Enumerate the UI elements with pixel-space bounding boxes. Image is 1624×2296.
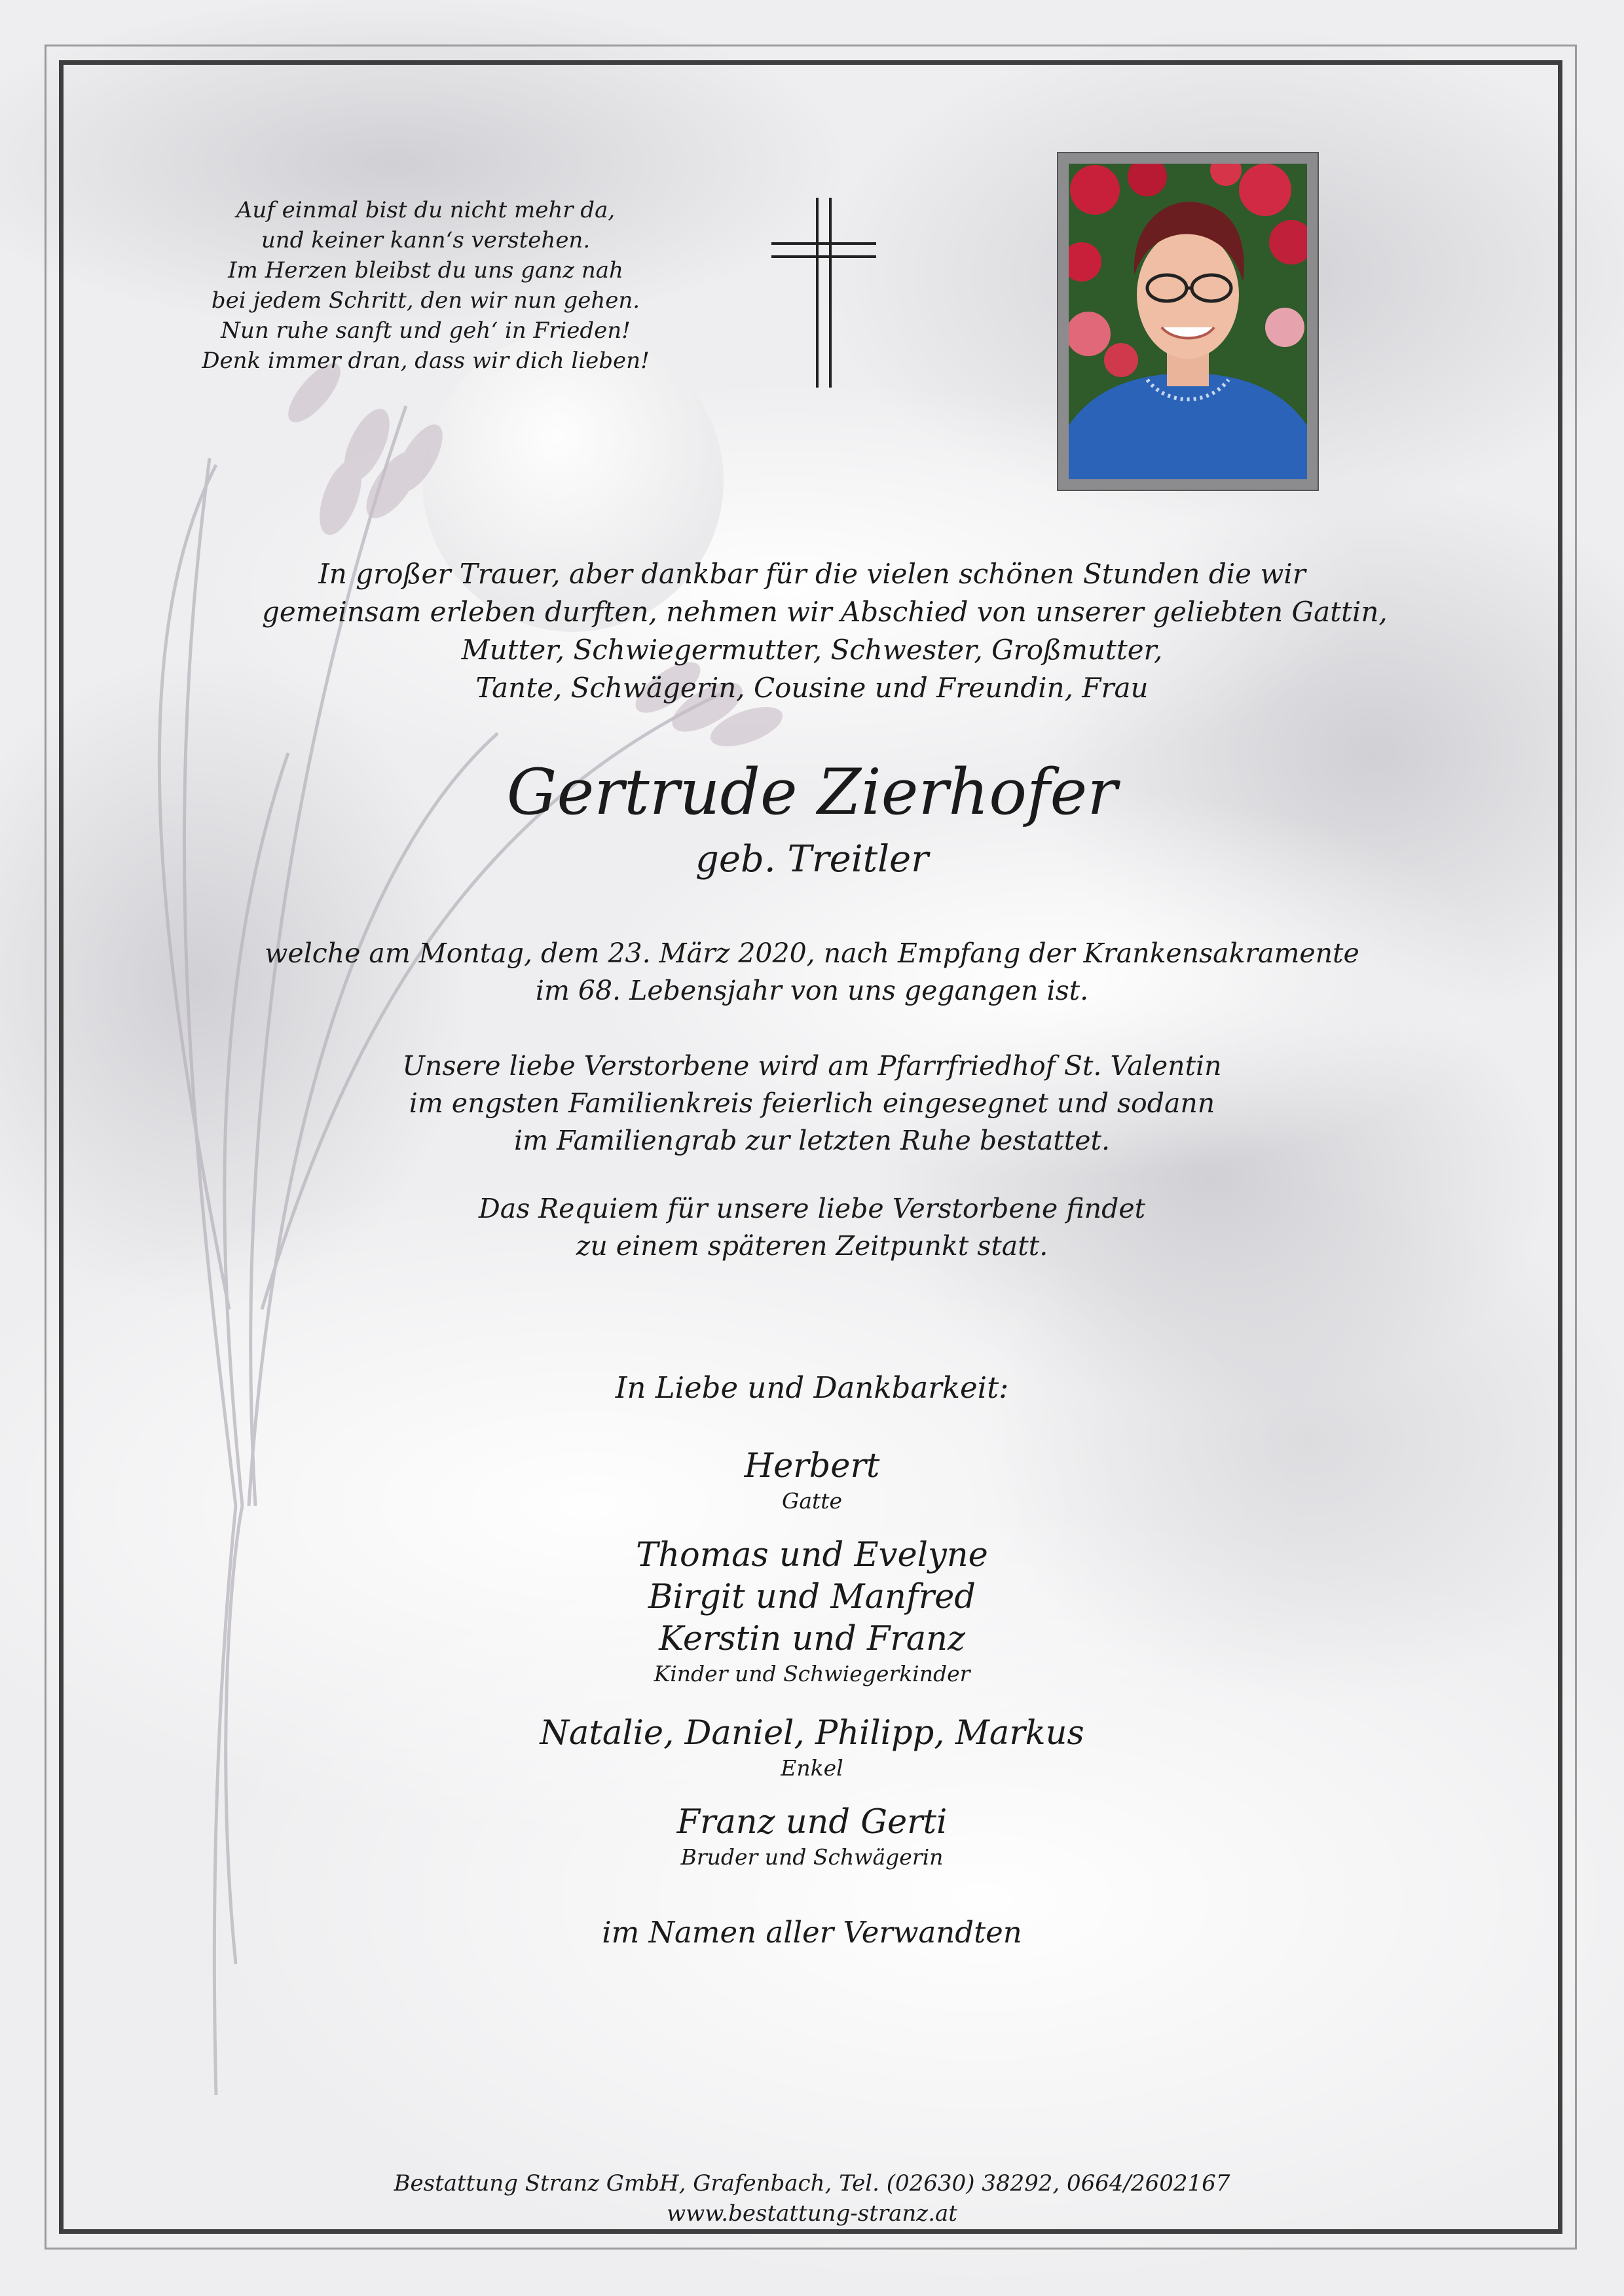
thanks-heading: In Liebe und Dankbarkeit: [615, 1370, 1009, 1405]
intro-line: In großer Trauer, aber dankbar für die vielen schönen Stunden die wir [318, 558, 1306, 590]
requiem-line: zu einem späteren Zeitpunkt statt. [576, 1230, 1048, 1262]
cross-icon [771, 198, 876, 388]
family-group [393, 1446, 1231, 1515]
intro-line: gemeinsam erleben durften, nehmen wir Abschied von unserer geliebten Gattin, [262, 596, 1388, 628]
intro-line: Tante, Schwägerin, Cousine und Freundin, Frau [475, 672, 1149, 704]
death-notice-line: im 68. Lebensjahr von uns gegangen ist. [535, 975, 1089, 1006]
undertaker-contact: Bestattung Stranz GmbH, Grafenbach, Tel. (02630) 38292, 0664/2602167 [394, 2170, 1230, 2196]
poem-line: und keiner kann‘s verstehen. [261, 227, 591, 253]
poem-line: Auf einmal bist du nicht mehr da, [236, 197, 616, 223]
family-member: Birgit und Manfred [648, 1578, 976, 1616]
family-relation: Gatte [781, 1488, 843, 1514]
burial-line: im engsten Familienkreis feierlich eingesegnet und sodann [409, 1087, 1215, 1119]
undertaker-website: www.bestattung-stranz.at [667, 2200, 957, 2227]
family-group [393, 1535, 1231, 1688]
family-relation: Enkel [781, 1755, 843, 1781]
undertaker-footer [262, 2168, 1362, 2229]
death-notice-line: welche am Montag, dem 23. März 2020, nach Empfang der Krankensakramente [265, 938, 1359, 969]
family-member: Natalie, Daniel, Philipp, Markus [540, 1714, 1084, 1753]
family-member: Thomas und Evelyne [636, 1536, 988, 1575]
burial-line: im Familiengrab zur letzten Ruhe bestattet. [513, 1125, 1111, 1156]
deceased-name: Gertrude Zierhofer [506, 756, 1118, 829]
poem-line: Im Herzen bleibst du uns ganz nah [228, 257, 623, 283]
poem-line: Nun ruhe sanft und geh‘ in Frieden! [221, 318, 631, 344]
maiden-name: geb. Treitler [695, 838, 929, 881]
burial-line: Unsere liebe Verstorbene wird am Pfarrfriedhof St. Valentin [402, 1050, 1222, 1082]
poem-line: bei jedem Schritt, den wir nun gehen. [211, 287, 640, 314]
intro-line: Mutter, Schwiegermutter, Schwester, Großmutter, [461, 634, 1163, 666]
requiem-line: Das Requiem für unsere liebe Verstorbene findet [478, 1193, 1146, 1224]
family-group [393, 1802, 1231, 1871]
requiem-notice [196, 1190, 1428, 1265]
death-notice [196, 935, 1428, 1010]
family-member: Herbert [744, 1447, 880, 1485]
family-relation: Kinder und Schwiegerkinder [654, 1661, 970, 1686]
burial-notice [196, 1048, 1428, 1159]
portrait-frame [1057, 152, 1319, 491]
closing-line: im Namen aller Verwandten [602, 1915, 1022, 1950]
portrait-photo [1069, 164, 1307, 479]
family-member: Kerstin und Franz [659, 1620, 965, 1658]
family-relation: Bruder und Schwägerin [680, 1844, 944, 1870]
poem [196, 195, 655, 376]
poem-line: Denk immer dran, dass wir dich lieben! [202, 348, 650, 374]
family-group [393, 1713, 1231, 1782]
family-member: Franz und Gerti [676, 1803, 948, 1842]
intro-text [262, 555, 1388, 707]
